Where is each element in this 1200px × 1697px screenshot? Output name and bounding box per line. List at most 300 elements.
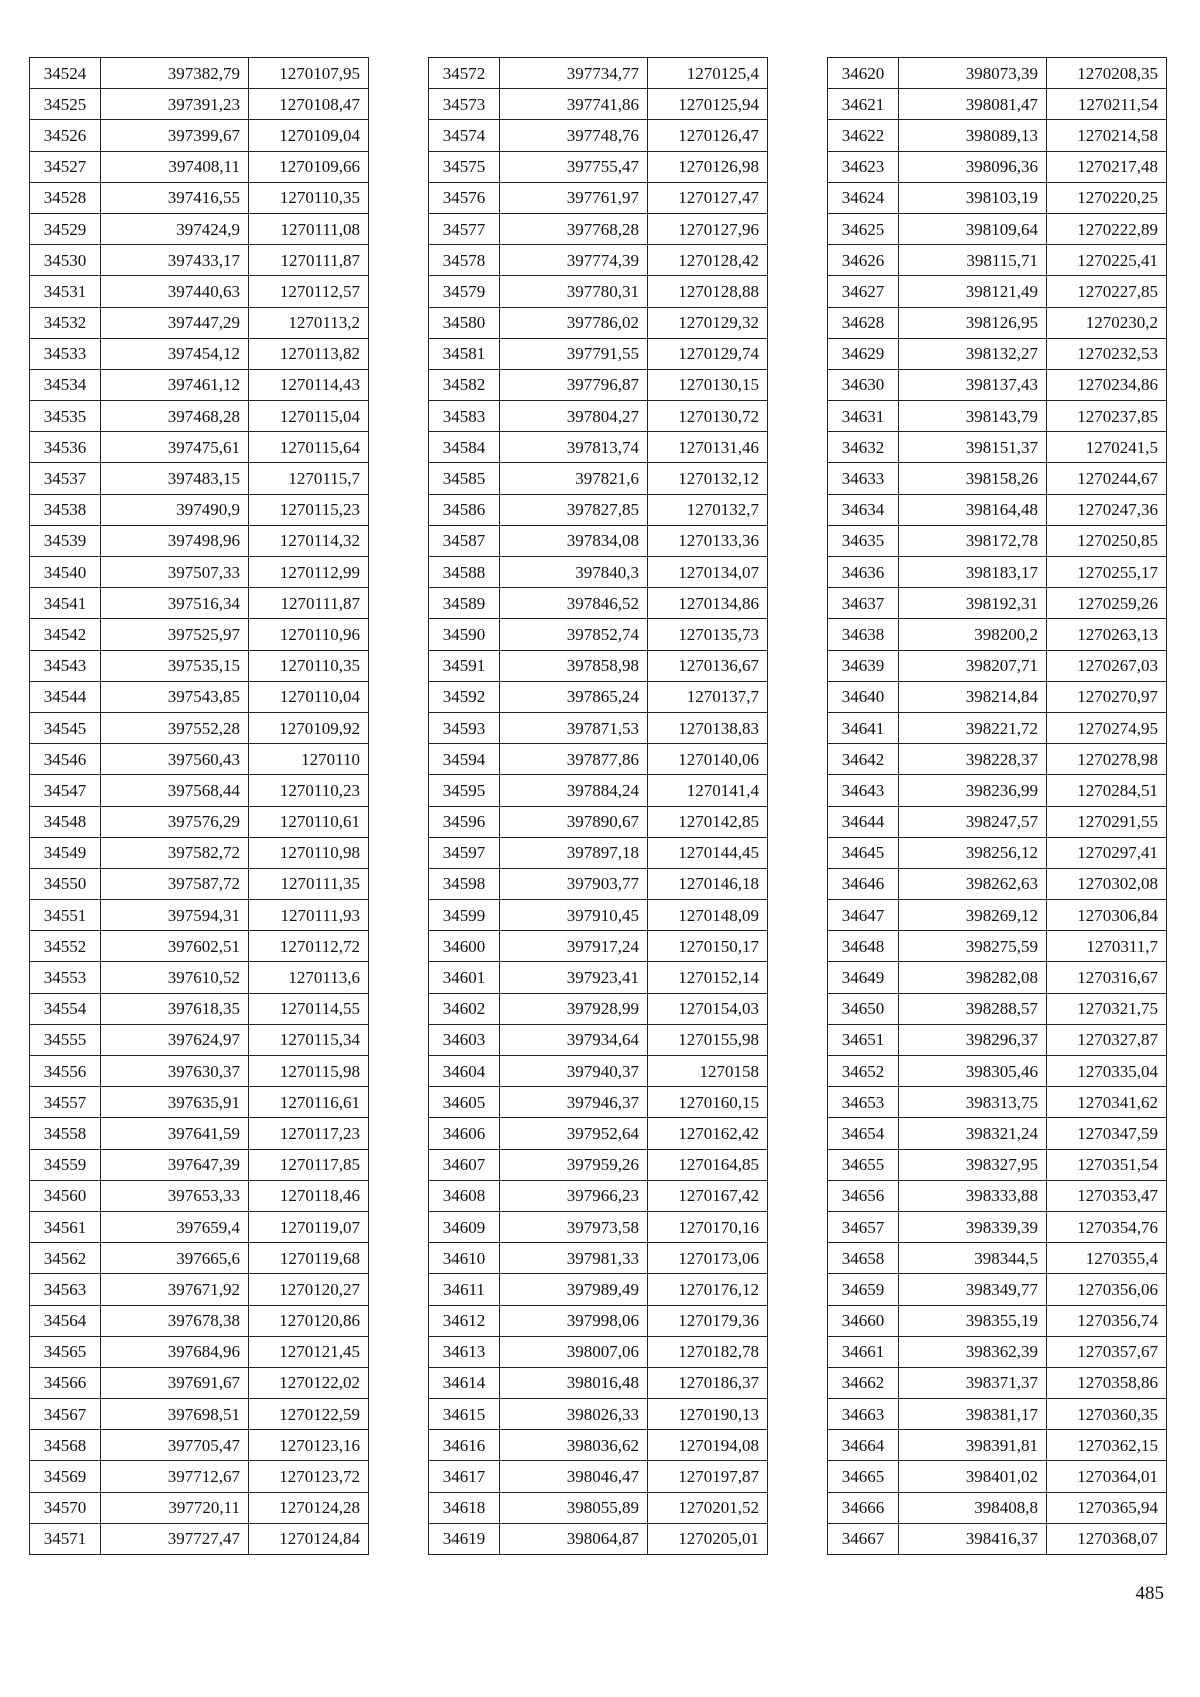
table-row xyxy=(828,525,1167,556)
x-coordinate-cell: 398339,39 xyxy=(899,1211,1047,1242)
table-row xyxy=(429,1118,768,1149)
x-coordinate-cell: 398036,62 xyxy=(500,1430,648,1461)
x-coordinate-cell: 398313,75 xyxy=(899,1087,1047,1118)
point-id-cell: 34629 xyxy=(828,338,899,369)
point-id-cell: 34665 xyxy=(828,1461,899,1492)
point-id-cell: 34664 xyxy=(828,1430,899,1461)
y-coordinate-cell: 1270351,54 xyxy=(1047,1149,1167,1180)
table-row xyxy=(828,432,1167,463)
point-id-cell: 34662 xyxy=(828,1367,899,1398)
table-row xyxy=(828,1149,1167,1180)
point-id-cell: 34609 xyxy=(429,1211,500,1242)
y-coordinate-cell: 1270232,53 xyxy=(1047,338,1167,369)
table-row xyxy=(429,868,768,899)
y-coordinate-cell: 1270197,87 xyxy=(648,1461,768,1492)
y-coordinate-cell: 1270144,45 xyxy=(648,837,768,868)
x-coordinate-cell: 397447,29 xyxy=(101,307,249,338)
table-row xyxy=(429,931,768,962)
table-row xyxy=(429,494,768,525)
x-coordinate-cell: 397624,97 xyxy=(101,1024,249,1055)
point-id-cell: 34586 xyxy=(429,494,500,525)
point-id-cell: 34527 xyxy=(30,151,101,182)
y-coordinate-cell: 1270311,7 xyxy=(1047,931,1167,962)
y-coordinate-cell: 1270109,66 xyxy=(249,151,369,182)
y-coordinate-cell: 1270316,67 xyxy=(1047,962,1167,993)
point-id-cell: 34534 xyxy=(30,369,101,400)
table-row xyxy=(429,89,768,120)
x-coordinate-cell: 398228,37 xyxy=(899,744,1047,775)
table-row xyxy=(828,931,1167,962)
y-coordinate-cell: 1270123,72 xyxy=(249,1461,369,1492)
table-row xyxy=(30,588,369,619)
x-coordinate-cell: 397786,02 xyxy=(500,307,648,338)
y-coordinate-cell: 1270118,46 xyxy=(249,1180,369,1211)
table-row xyxy=(30,1024,369,1055)
y-coordinate-cell: 1270297,41 xyxy=(1047,837,1167,868)
table-row xyxy=(828,1523,1167,1554)
point-id-cell: 34619 xyxy=(429,1523,500,1554)
table-row xyxy=(429,650,768,681)
point-id-cell: 34597 xyxy=(429,837,500,868)
y-coordinate-cell: 1270335,04 xyxy=(1047,1056,1167,1087)
table-row xyxy=(429,1305,768,1336)
table-row xyxy=(429,1180,768,1211)
table-row xyxy=(828,868,1167,899)
x-coordinate-cell: 397461,12 xyxy=(101,369,249,400)
y-coordinate-cell: 1270111,87 xyxy=(249,588,369,619)
table-row xyxy=(828,557,1167,588)
table-row xyxy=(828,1399,1167,1430)
y-coordinate-cell: 1270211,54 xyxy=(1047,89,1167,120)
point-id-cell: 34608 xyxy=(429,1180,500,1211)
y-coordinate-cell: 1270201,52 xyxy=(648,1492,768,1523)
table-row xyxy=(828,712,1167,743)
table-row xyxy=(828,338,1167,369)
point-id-cell: 34593 xyxy=(429,712,500,743)
y-coordinate-cell: 1270116,61 xyxy=(249,1087,369,1118)
x-coordinate-cell: 398064,87 xyxy=(500,1523,648,1554)
point-id-cell: 34576 xyxy=(429,182,500,213)
y-coordinate-cell: 1270127,96 xyxy=(648,213,768,244)
point-id-cell: 34656 xyxy=(828,1180,899,1211)
y-coordinate-cell: 1270115,7 xyxy=(249,463,369,494)
y-coordinate-cell: 1270354,76 xyxy=(1047,1211,1167,1242)
point-id-cell: 34610 xyxy=(429,1243,500,1274)
table-row xyxy=(429,120,768,151)
x-coordinate-cell: 397910,45 xyxy=(500,900,648,931)
x-coordinate-cell: 398296,37 xyxy=(899,1024,1047,1055)
point-id-cell: 34548 xyxy=(30,806,101,837)
x-coordinate-cell: 397917,24 xyxy=(500,931,648,962)
y-coordinate-cell: 1270131,46 xyxy=(648,432,768,463)
table-row xyxy=(828,307,1167,338)
table-row xyxy=(828,1430,1167,1461)
y-coordinate-cell: 1270114,43 xyxy=(249,369,369,400)
table-row xyxy=(828,401,1167,432)
point-id-cell: 34646 xyxy=(828,868,899,899)
x-coordinate-cell: 397998,06 xyxy=(500,1305,648,1336)
y-coordinate-cell: 1270122,59 xyxy=(249,1399,369,1430)
table-row xyxy=(30,868,369,899)
x-coordinate-cell: 397741,86 xyxy=(500,89,648,120)
y-coordinate-cell: 1270355,4 xyxy=(1047,1243,1167,1274)
point-id-cell: 34562 xyxy=(30,1243,101,1274)
point-id-cell: 34604 xyxy=(429,1056,500,1087)
y-coordinate-cell: 1270259,26 xyxy=(1047,588,1167,619)
x-coordinate-cell: 398305,46 xyxy=(899,1056,1047,1087)
y-coordinate-cell: 1270110,96 xyxy=(249,619,369,650)
y-coordinate-cell: 1270133,36 xyxy=(648,525,768,556)
table-row xyxy=(30,213,369,244)
point-id-cell: 34552 xyxy=(30,931,101,962)
y-coordinate-cell: 1270111,35 xyxy=(249,868,369,899)
y-coordinate-cell: 1270255,17 xyxy=(1047,557,1167,588)
table-row xyxy=(429,369,768,400)
table-row xyxy=(30,369,369,400)
point-id-cell: 34657 xyxy=(828,1211,899,1242)
point-id-cell: 34526 xyxy=(30,120,101,151)
point-id-cell: 34642 xyxy=(828,744,899,775)
x-coordinate-cell: 397981,33 xyxy=(500,1243,648,1274)
point-id-cell: 34542 xyxy=(30,619,101,650)
x-coordinate-cell: 397897,18 xyxy=(500,837,648,868)
x-coordinate-cell: 398371,37 xyxy=(899,1367,1047,1398)
y-coordinate-cell: 1270129,74 xyxy=(648,338,768,369)
y-coordinate-cell: 1270152,14 xyxy=(648,962,768,993)
point-id-cell: 34622 xyxy=(828,120,899,151)
y-coordinate-cell: 1270110,04 xyxy=(249,681,369,712)
x-coordinate-cell: 398151,37 xyxy=(899,432,1047,463)
y-coordinate-cell: 1270194,08 xyxy=(648,1430,768,1461)
x-coordinate-cell: 398275,59 xyxy=(899,931,1047,962)
point-id-cell: 34525 xyxy=(30,89,101,120)
y-coordinate-cell: 1270247,36 xyxy=(1047,494,1167,525)
x-coordinate-cell: 398103,19 xyxy=(899,182,1047,213)
y-coordinate-cell: 1270164,85 xyxy=(648,1149,768,1180)
y-coordinate-cell: 1270186,37 xyxy=(648,1367,768,1398)
point-id-cell: 34606 xyxy=(429,1118,500,1149)
table-row xyxy=(828,463,1167,494)
y-coordinate-cell: 1270179,36 xyxy=(648,1305,768,1336)
table-row xyxy=(30,619,369,650)
x-coordinate-cell: 397734,77 xyxy=(500,58,648,89)
x-coordinate-cell: 397424,9 xyxy=(101,213,249,244)
y-coordinate-cell: 1270119,68 xyxy=(249,1243,369,1274)
point-id-cell: 34544 xyxy=(30,681,101,712)
x-coordinate-cell: 397712,67 xyxy=(101,1461,249,1492)
table-row xyxy=(429,151,768,182)
table-row xyxy=(429,1274,768,1305)
table-row xyxy=(828,806,1167,837)
point-id-cell: 34536 xyxy=(30,432,101,463)
x-coordinate-cell: 397678,38 xyxy=(101,1305,249,1336)
x-coordinate-cell: 397946,37 xyxy=(500,1087,648,1118)
table-row xyxy=(30,962,369,993)
point-id-cell: 34653 xyxy=(828,1087,899,1118)
y-coordinate-cell: 1270110,98 xyxy=(249,837,369,868)
x-coordinate-cell: 397635,91 xyxy=(101,1087,249,1118)
point-id-cell: 34528 xyxy=(30,182,101,213)
table-row xyxy=(429,1336,768,1367)
x-coordinate-cell: 397834,08 xyxy=(500,525,648,556)
x-coordinate-cell: 398344,5 xyxy=(899,1243,1047,1274)
x-coordinate-cell: 397780,31 xyxy=(500,276,648,307)
table-row xyxy=(828,588,1167,619)
table-row xyxy=(429,837,768,868)
point-id-cell: 34531 xyxy=(30,276,101,307)
y-coordinate-cell: 1270119,07 xyxy=(249,1211,369,1242)
x-coordinate-cell: 397440,63 xyxy=(101,276,249,307)
point-id-cell: 34569 xyxy=(30,1461,101,1492)
coordinate-table-3 xyxy=(827,57,1167,1555)
point-id-cell: 34663 xyxy=(828,1399,899,1430)
point-id-cell: 34635 xyxy=(828,525,899,556)
y-coordinate-cell: 1270107,95 xyxy=(249,58,369,89)
y-coordinate-cell: 1270115,98 xyxy=(249,1056,369,1087)
y-coordinate-cell: 1270244,67 xyxy=(1047,463,1167,494)
x-coordinate-cell: 397543,85 xyxy=(101,681,249,712)
point-id-cell: 34602 xyxy=(429,993,500,1024)
point-id-cell: 34650 xyxy=(828,993,899,1024)
y-coordinate-cell: 1270214,58 xyxy=(1047,120,1167,151)
x-coordinate-cell: 397382,79 xyxy=(101,58,249,89)
point-id-cell: 34666 xyxy=(828,1492,899,1523)
point-id-cell: 34638 xyxy=(828,619,899,650)
table-row xyxy=(30,931,369,962)
x-coordinate-cell: 397507,33 xyxy=(101,557,249,588)
point-id-cell: 34573 xyxy=(429,89,500,120)
y-coordinate-cell: 1270127,47 xyxy=(648,182,768,213)
table-row xyxy=(828,151,1167,182)
table-row xyxy=(429,213,768,244)
table-row xyxy=(429,182,768,213)
point-id-cell: 34644 xyxy=(828,806,899,837)
x-coordinate-cell: 397973,58 xyxy=(500,1211,648,1242)
point-id-cell: 34571 xyxy=(30,1523,101,1554)
x-coordinate-cell: 397483,15 xyxy=(101,463,249,494)
x-coordinate-cell: 398046,47 xyxy=(500,1461,648,1492)
point-id-cell: 34529 xyxy=(30,213,101,244)
y-coordinate-cell: 1270360,35 xyxy=(1047,1399,1167,1430)
point-id-cell: 34620 xyxy=(828,58,899,89)
table-row xyxy=(30,338,369,369)
x-coordinate-cell: 398247,57 xyxy=(899,806,1047,837)
point-id-cell: 34655 xyxy=(828,1149,899,1180)
point-id-cell: 34575 xyxy=(429,151,500,182)
table-row xyxy=(30,494,369,525)
table-row xyxy=(429,1024,768,1055)
table-row xyxy=(30,1523,369,1554)
table-row xyxy=(30,245,369,276)
point-id-cell: 34660 xyxy=(828,1305,899,1336)
point-id-cell: 34560 xyxy=(30,1180,101,1211)
point-id-cell: 34658 xyxy=(828,1243,899,1274)
point-id-cell: 34535 xyxy=(30,401,101,432)
x-coordinate-cell: 397594,31 xyxy=(101,900,249,931)
table-row xyxy=(30,463,369,494)
table-row xyxy=(30,401,369,432)
y-coordinate-cell: 1270120,86 xyxy=(249,1305,369,1336)
table-row xyxy=(828,1180,1167,1211)
table-row xyxy=(30,1118,369,1149)
table-row xyxy=(30,1056,369,1087)
table-row xyxy=(429,1211,768,1242)
table-row xyxy=(30,58,369,89)
table-row xyxy=(429,58,768,89)
table-row xyxy=(429,245,768,276)
table-row xyxy=(429,712,768,743)
table-row xyxy=(30,681,369,712)
x-coordinate-cell: 398362,39 xyxy=(899,1336,1047,1367)
y-coordinate-cell: 1270358,86 xyxy=(1047,1367,1167,1398)
point-id-cell: 34549 xyxy=(30,837,101,868)
point-id-cell: 34540 xyxy=(30,557,101,588)
point-id-cell: 34628 xyxy=(828,307,899,338)
x-coordinate-cell: 398288,57 xyxy=(899,993,1047,1024)
point-id-cell: 34546 xyxy=(30,744,101,775)
point-id-cell: 34659 xyxy=(828,1274,899,1305)
table-row xyxy=(429,338,768,369)
y-coordinate-cell: 1270110,35 xyxy=(249,182,369,213)
x-coordinate-cell: 397877,86 xyxy=(500,744,648,775)
point-id-cell: 34578 xyxy=(429,245,500,276)
y-coordinate-cell: 1270208,35 xyxy=(1047,58,1167,89)
x-coordinate-cell: 397568,44 xyxy=(101,775,249,806)
y-coordinate-cell: 1270112,57 xyxy=(249,276,369,307)
table-row xyxy=(429,900,768,931)
x-coordinate-cell: 397684,96 xyxy=(101,1336,249,1367)
coordinate-table-1 xyxy=(29,57,369,1555)
point-id-cell: 34599 xyxy=(429,900,500,931)
point-id-cell: 34583 xyxy=(429,401,500,432)
point-id-cell: 34634 xyxy=(828,494,899,525)
x-coordinate-cell: 398055,89 xyxy=(500,1492,648,1523)
y-coordinate-cell: 1270150,17 xyxy=(648,931,768,962)
y-coordinate-cell: 1270110,61 xyxy=(249,806,369,837)
y-coordinate-cell: 1270113,2 xyxy=(249,307,369,338)
table-row xyxy=(429,276,768,307)
point-id-cell: 34557 xyxy=(30,1087,101,1118)
y-coordinate-cell: 1270362,15 xyxy=(1047,1430,1167,1461)
point-id-cell: 34550 xyxy=(30,868,101,899)
point-id-cell: 34641 xyxy=(828,712,899,743)
y-coordinate-cell: 1270170,16 xyxy=(648,1211,768,1242)
table-row xyxy=(30,307,369,338)
x-coordinate-cell: 397840,3 xyxy=(500,557,648,588)
point-id-cell: 34591 xyxy=(429,650,500,681)
y-coordinate-cell: 1270110,23 xyxy=(249,775,369,806)
table-row xyxy=(429,432,768,463)
table-row xyxy=(429,1461,768,1492)
point-id-cell: 34538 xyxy=(30,494,101,525)
table-row xyxy=(429,525,768,556)
x-coordinate-cell: 398158,26 xyxy=(899,463,1047,494)
x-coordinate-cell: 397952,64 xyxy=(500,1118,648,1149)
x-coordinate-cell: 398207,71 xyxy=(899,650,1047,681)
y-coordinate-cell: 1270111,08 xyxy=(249,213,369,244)
point-id-cell: 34630 xyxy=(828,369,899,400)
table-row xyxy=(828,619,1167,650)
point-id-cell: 34543 xyxy=(30,650,101,681)
point-id-cell: 34651 xyxy=(828,1024,899,1055)
point-id-cell: 34625 xyxy=(828,213,899,244)
x-coordinate-cell: 397827,85 xyxy=(500,494,648,525)
x-coordinate-cell: 397821,6 xyxy=(500,463,648,494)
x-coordinate-cell: 397748,76 xyxy=(500,120,648,151)
x-coordinate-cell: 397454,12 xyxy=(101,338,249,369)
table-row xyxy=(828,369,1167,400)
point-id-cell: 34617 xyxy=(429,1461,500,1492)
y-coordinate-cell: 1270284,51 xyxy=(1047,775,1167,806)
y-coordinate-cell: 1270182,78 xyxy=(648,1336,768,1367)
x-coordinate-cell: 397468,28 xyxy=(101,401,249,432)
table-row xyxy=(429,1087,768,1118)
point-id-cell: 34647 xyxy=(828,900,899,931)
x-coordinate-cell: 397416,55 xyxy=(101,182,249,213)
x-coordinate-cell: 397791,55 xyxy=(500,338,648,369)
table-row xyxy=(828,1087,1167,1118)
table-row xyxy=(429,1149,768,1180)
point-id-cell: 34611 xyxy=(429,1274,500,1305)
y-coordinate-cell: 1270234,86 xyxy=(1047,369,1167,400)
table-row xyxy=(30,182,369,213)
y-coordinate-cell: 1270173,06 xyxy=(648,1243,768,1274)
x-coordinate-cell: 398236,99 xyxy=(899,775,1047,806)
x-coordinate-cell: 398321,24 xyxy=(899,1118,1047,1149)
y-coordinate-cell: 1270109,04 xyxy=(249,120,369,151)
point-id-cell: 34607 xyxy=(429,1149,500,1180)
y-coordinate-cell: 1270227,85 xyxy=(1047,276,1167,307)
point-id-cell: 34554 xyxy=(30,993,101,1024)
y-coordinate-cell: 1270217,48 xyxy=(1047,151,1167,182)
table-row xyxy=(30,1274,369,1305)
table-row xyxy=(828,1461,1167,1492)
x-coordinate-cell: 398221,72 xyxy=(899,712,1047,743)
table-row xyxy=(828,1274,1167,1305)
y-coordinate-cell: 1270136,67 xyxy=(648,650,768,681)
table-row xyxy=(30,744,369,775)
point-id-cell: 34579 xyxy=(429,276,500,307)
point-id-cell: 34595 xyxy=(429,775,500,806)
x-coordinate-cell: 398115,71 xyxy=(899,245,1047,276)
y-coordinate-cell: 1270347,59 xyxy=(1047,1118,1167,1149)
table-row xyxy=(828,89,1167,120)
x-coordinate-cell: 397653,33 xyxy=(101,1180,249,1211)
point-id-cell: 34561 xyxy=(30,1211,101,1242)
x-coordinate-cell: 397871,53 xyxy=(500,712,648,743)
x-coordinate-cell: 397647,39 xyxy=(101,1149,249,1180)
point-id-cell: 34633 xyxy=(828,463,899,494)
point-id-cell: 34570 xyxy=(30,1492,101,1523)
x-coordinate-cell: 398262,63 xyxy=(899,868,1047,899)
point-id-cell: 34636 xyxy=(828,557,899,588)
x-coordinate-cell: 398269,12 xyxy=(899,900,1047,931)
point-id-cell: 34661 xyxy=(828,1336,899,1367)
point-id-cell: 34587 xyxy=(429,525,500,556)
table-row xyxy=(429,401,768,432)
table-row xyxy=(30,1211,369,1242)
table-row xyxy=(30,1087,369,1118)
y-coordinate-cell: 1270125,94 xyxy=(648,89,768,120)
y-coordinate-cell: 1270124,84 xyxy=(249,1523,369,1554)
point-id-cell: 34626 xyxy=(828,245,899,276)
table-row xyxy=(30,775,369,806)
table-row xyxy=(429,557,768,588)
point-id-cell: 34600 xyxy=(429,931,500,962)
table-row xyxy=(30,837,369,868)
table-row xyxy=(429,1523,768,1554)
y-coordinate-cell: 1270140,06 xyxy=(648,744,768,775)
